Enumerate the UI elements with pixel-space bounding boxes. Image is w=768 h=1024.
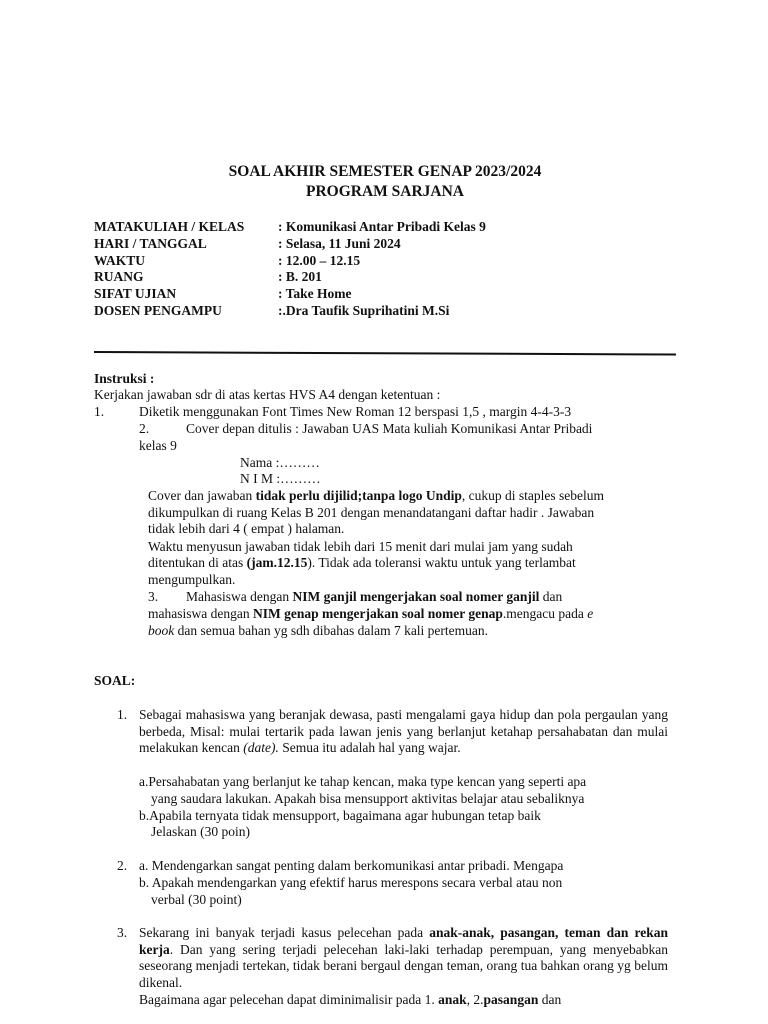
instruction-3-line-1 bbox=[186, 589, 562, 606]
q1-text-b: Semua itu adalah hal yang wajar. bbox=[278, 740, 461, 755]
cover-nim-field: N I M :……… bbox=[240, 471, 321, 486]
q1-text-italic: (date). bbox=[243, 740, 279, 755]
cover-text-a: Cover dan jawaban bbox=[148, 488, 256, 503]
instruction-2-text-cont: kelas 9 bbox=[139, 438, 177, 453]
item3-text-a: Mahasiswa dengan bbox=[186, 589, 293, 604]
question-2-number: 2. bbox=[117, 858, 128, 873]
time-instruction-line-3: mengumpulkan. bbox=[148, 572, 236, 587]
instructions-intro: Kerjakan jawaban sdr di atas kertas HVS A4 dengan ketentuan : bbox=[94, 387, 441, 402]
instruction-1-number: 1. bbox=[94, 404, 105, 419]
info-value-ruang: : B. 201 bbox=[278, 269, 322, 284]
item3-bold-genap: NIM genap mengerjakan soal nomer genap bbox=[252, 606, 503, 621]
instructions-heading: Instruksi : bbox=[94, 371, 155, 386]
q3-text-b: . Dan yang sering terjadi pelecehan laki-laki terhadap perempuan, yang menyebabkan seseorang menjadi tertekan, tidak berani bergaul dengan teman, orang tua bahkan orang yg belum dikenal. bbox=[139, 941, 668, 990]
info-label-tanggal: HARI / TANGGAL bbox=[94, 236, 207, 251]
item3-text-b: dan bbox=[539, 589, 563, 604]
time-instruction-line-1: Waktu menyusun jawaban tidak lebih dari 15 menit dari mulai jam yang sudah bbox=[148, 539, 573, 554]
item3-italic-book: book bbox=[148, 623, 175, 638]
time-instruction-line-2 bbox=[148, 555, 576, 572]
document-subtitle: PROGRAM SARJANA bbox=[305, 183, 464, 200]
question-1b-line-2: Jelaskan (30 poin) bbox=[151, 824, 250, 839]
item3-line3-text: dan semua bahan yg sdh dibahas dalam 7 kali pertemuan. bbox=[174, 623, 489, 638]
question-3-last-line bbox=[139, 992, 561, 1009]
instruction-3-line-2 bbox=[148, 606, 593, 623]
soal-heading: SOAL: bbox=[94, 673, 136, 688]
instruction-3-number: 3. bbox=[148, 589, 159, 604]
info-label-ruang: RUANG bbox=[94, 269, 144, 284]
question-2b-line-1: b. Apakah mendengarkan yang efektif harus merespons secara verbal atau non bbox=[139, 875, 563, 890]
header-divider bbox=[94, 351, 676, 356]
instruction-1-text: Diketik menggunakan Font Times New Roman 12 berspasi 1,5 , margin 4-4-3-3 bbox=[139, 404, 572, 419]
info-value-dosen: :.Dra Taufik Suprihatini M.Si bbox=[278, 303, 450, 318]
info-value-matakuliah: : Komunikasi Antar Pribadi Kelas 9 bbox=[278, 219, 486, 234]
info-label-dosen: DOSEN PENGAMPU bbox=[94, 303, 222, 318]
question-1-number: 1. bbox=[117, 707, 128, 722]
item3-bold-ganjil: NIM ganjil mengerjakan soal nomer ganjil bbox=[292, 589, 540, 604]
question-1a-line-2: yang saudara lakukan. Apakah bisa mensupport aktivitas belajar atau sebaliknya bbox=[151, 791, 585, 806]
q3-text-a: Sekarang ini banyak terjadi kasus pelecehan pada bbox=[139, 925, 430, 940]
instruction-2-text: Cover depan ditulis : Jawaban UAS Mata kuliah Komunikasi Antar Pribadi bbox=[186, 421, 593, 436]
q1-text-a: Sebagai mahasiswa yang beranjak dewasa, pasti mengalami gaya hidup dan pola pergaulan yang berbeda, Misal: mulai tertarik pada lawan jenis yang berlanjut ketahap persahabatan dan mulai melakukan kencan bbox=[139, 707, 668, 755]
q3-last-bold-pasangan: pasangan bbox=[483, 992, 539, 1007]
instruction-3-line-3 bbox=[148, 623, 488, 640]
info-value-sifat: : Take Home bbox=[278, 286, 352, 301]
document-title: SOAL AKHIR SEMESTER GENAP 2023/2024 bbox=[228, 163, 542, 180]
cover-text-b: , cukup di staples sebelum bbox=[461, 488, 605, 503]
info-value-tanggal: : Selasa, 11 Juni 2024 bbox=[278, 236, 401, 251]
q3-last-a: Bagaimana agar pelecehan dapat diminimalisir pada 1. bbox=[139, 992, 439, 1007]
cover-nama-field: Nama :……… bbox=[240, 455, 320, 470]
cover-text-bold: tidak perlu dijilid;tanpa logo Undip bbox=[255, 488, 462, 503]
info-label-waktu: WAKTU bbox=[94, 253, 146, 268]
question-1-text bbox=[139, 707, 668, 757]
cover-instruction-line bbox=[148, 488, 604, 505]
info-value-waktu: : 12.00 – 12.15 bbox=[278, 253, 361, 268]
item3-line2-a: mahasiswa dengan bbox=[148, 606, 253, 621]
q3-last-bold-anak: anak bbox=[438, 992, 467, 1007]
question-1b-line-1: b.Apabila ternyata tidak mensupport, bagaimana agar hubungan tetap baik bbox=[139, 808, 541, 823]
question-1a-line-1: a.Persahabatan yang berlanjut ke tahap kencan, maka type kencan yang seperti apa bbox=[139, 774, 587, 789]
info-label-matakuliah: MATAKULIAH / KELAS bbox=[94, 219, 245, 234]
question-2b-line-2: verbal (30 point) bbox=[151, 892, 242, 907]
cover-instruction-line-3: tidak lebih dari 4 ( empat ) halaman. bbox=[148, 521, 345, 536]
question-2a: a. Mendengarkan sangat penting dalam berkomunikasi antar pribadi. Mengapa bbox=[139, 858, 564, 873]
q3-last-b: , 2. bbox=[466, 992, 484, 1007]
instruction-2-number: 2. bbox=[139, 421, 150, 436]
time-text-a: ditentukan di atas bbox=[148, 555, 247, 570]
item3-italic-e: e bbox=[587, 606, 594, 621]
time-text-b: ). Tidak ada toleransi waktu untuk yang terlambat bbox=[307, 555, 576, 570]
question-3-text bbox=[139, 925, 668, 991]
question-3-number: 3. bbox=[117, 925, 128, 940]
info-label-sifat: SIFAT UJIAN bbox=[94, 286, 177, 301]
q3-text-bold: anak-anak, pasangan, teman dan rekan kerja bbox=[139, 925, 669, 957]
time-text-bold: (jam.12.15 bbox=[246, 555, 308, 570]
cover-instruction-line-2: dikumpulkan di ruang Kelas B 201 dengan menandatangani daftar hadir . Jawaban bbox=[148, 505, 595, 520]
q3-last-c: dan bbox=[538, 992, 562, 1007]
item3-line2-b: .mengacu pada bbox=[502, 606, 588, 621]
